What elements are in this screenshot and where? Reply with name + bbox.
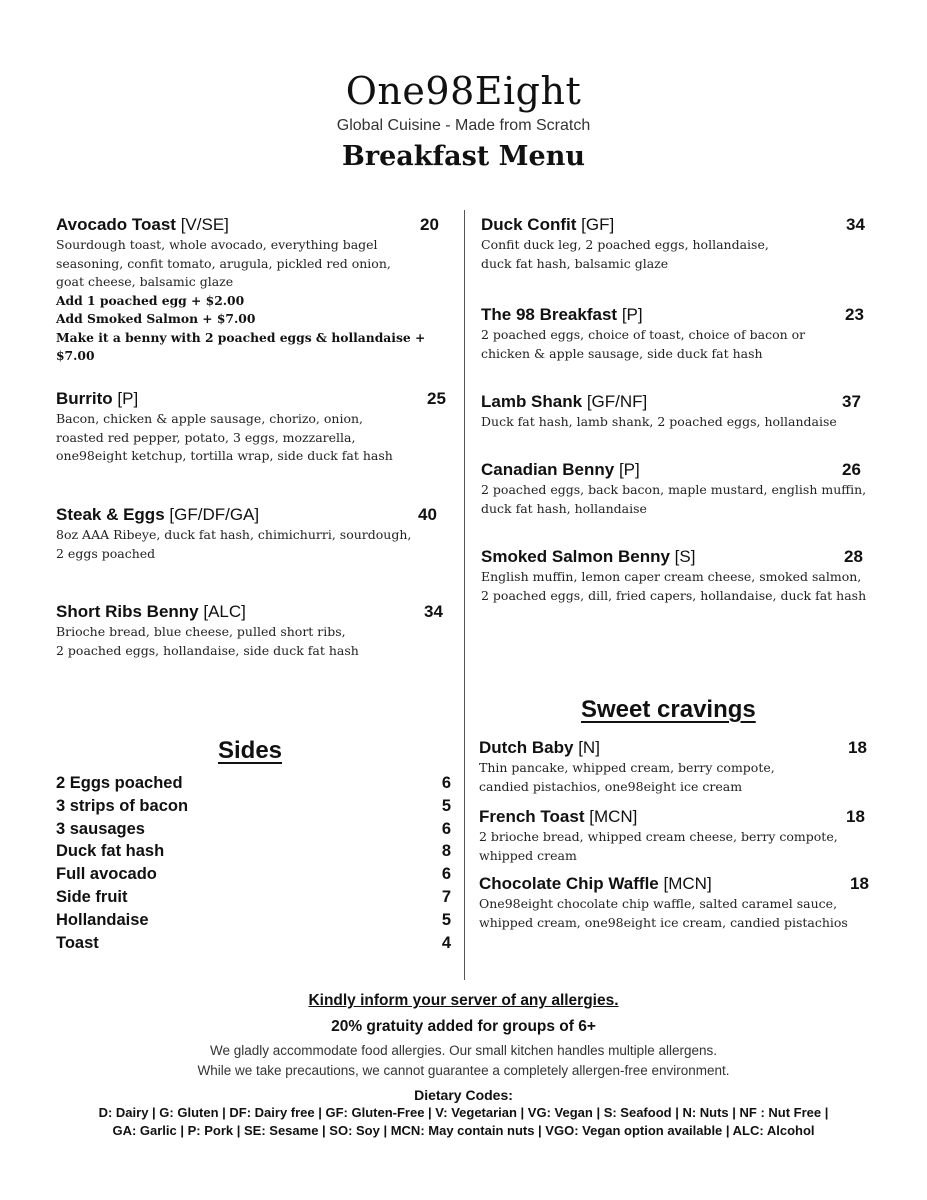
item-description-line: chicken & apple sausage, side duck fat hash (481, 345, 763, 361)
menu-item-canadian-benny (481, 459, 876, 518)
menu-item-steak-eggs (56, 504, 451, 563)
side-item-name: 3 sausages (56, 819, 145, 838)
item-description-line: 2 poached eggs, choice of toast, choice of bacon or (481, 327, 806, 342)
gratuity-notice: 20% gratuity added for groups of 6+ (331, 1018, 596, 1035)
allergy-note-line: While we take precautions, we cannot guarantee a completely allergen-free environment. (197, 1063, 730, 1078)
item-price: 18 (846, 807, 865, 826)
sides-list (56, 772, 451, 954)
item-description-line: Duck fat hash, lamb shank, 2 poached eggs, hollandaise (481, 414, 837, 429)
restaurant-tagline: Global Cuisine - Made from Scratch (336, 117, 591, 134)
item-price: 18 (848, 738, 867, 757)
item-name: The 98 Breakfast (481, 305, 618, 324)
item-description-line: Bacon, chicken & apple sausage, chorizo, onion, (56, 411, 363, 426)
menu-item-chocolate-chip-waffle (479, 873, 879, 932)
dietary-codes-line: D: Dairy | G: Gluten | DF: Dairy free | GF: Gluten-Free | V: Vegetarian | VG: Vegan | S: Seafood | N: Nuts | NF : Nut Free | (98, 1105, 829, 1120)
item-price: 28 (844, 547, 863, 566)
side-item (56, 772, 451, 795)
item-name: Dutch Baby (479, 738, 574, 757)
item-price: 34 (846, 215, 865, 234)
item-price: 18 (850, 874, 869, 893)
item-price: 25 (427, 389, 446, 408)
side-item-name: Duck fat hash (56, 842, 165, 861)
item-name: Lamb Shank (481, 392, 583, 411)
item-description-line: whipped cream, one98eight ice cream, candied pistachios (479, 914, 848, 930)
side-item-price: 4 (441, 933, 451, 952)
item-description-line: seasoning, confit tomato, arugula, pickled red onion, (56, 255, 391, 271)
menu-item-the-98-breakfast (481, 304, 876, 363)
item-diet-tag: [P] (618, 460, 640, 479)
item-name: Burrito (56, 389, 113, 408)
menu-item-lamb-shank (481, 391, 876, 432)
item-diet-tag: [MCN] (589, 807, 638, 826)
item-description-line: 2 eggs poached (56, 545, 156, 561)
menu-header (0, 68, 927, 174)
side-item (56, 840, 451, 863)
item-diet-tag: [GF] (581, 215, 615, 234)
side-item-price: 5 (441, 796, 451, 815)
sweet-cravings-title: Sweet cravings (581, 696, 756, 723)
menu-item-french-toast (479, 806, 874, 865)
item-description-line: 2 brioche bread, whipped cream cheese, berry compote, (479, 829, 838, 844)
item-diet-tag: [MCN] (663, 874, 712, 893)
item-name: Smoked Salmon Benny (481, 547, 670, 566)
item-diet-tag: [GF/NF] (586, 392, 648, 411)
menu-item-short-ribs-benny (56, 601, 451, 660)
side-item (56, 818, 451, 841)
side-item (56, 886, 451, 909)
item-description-line: duck fat hash, hollandaise (481, 500, 647, 516)
item-description-line: Sourdough toast, whole avocado, everything bagel (56, 237, 378, 252)
menu-item-avocado-toast (56, 214, 446, 366)
item-description-line: 2 poached eggs, hollandaise, side duck fat hash (56, 642, 359, 658)
item-description-line: Confit duck leg, 2 poached eggs, hollandaise, (481, 237, 769, 252)
item-description-line: 2 poached eggs, dill, fried capers, hollandaise, duck fat hash (481, 587, 867, 603)
side-item-name: 3 strips of bacon (56, 796, 189, 815)
side-item (56, 909, 451, 932)
item-name: Canadian Benny (481, 460, 615, 479)
item-name: Avocado Toast (56, 215, 176, 234)
item-description-line: One98eight chocolate chip waffle, salted caramel sauce, (479, 896, 838, 911)
menu-item-dutch-baby (479, 737, 874, 796)
item-description-line: whipped cream (479, 847, 577, 863)
item-diet-tag: [P] (621, 305, 643, 324)
item-description-line: Brioche bread, blue cheese, pulled short ribs, (56, 624, 346, 639)
side-item-name: 2 Eggs poached (56, 774, 183, 792)
column-divider (464, 210, 465, 980)
item-description-line: roasted red pepper, potato, 3 eggs, mozzarella, (56, 429, 356, 445)
side-item-name: Full avocado (56, 865, 157, 884)
item-diet-tag: [V/SE] (180, 215, 229, 234)
menu-footer (0, 990, 927, 1140)
item-name: Chocolate Chip Waffle (479, 874, 659, 893)
menu-item-burrito (56, 388, 451, 466)
item-description-line: goat cheese, balsamic glaze (56, 274, 234, 289)
item-price: 20 (420, 215, 439, 234)
menu-item-duck-confit (481, 214, 876, 273)
side-item-price: 5 (441, 910, 451, 929)
side-item-price: 6 (441, 819, 451, 838)
item-diet-tag: [GF/DF/GA] (169, 505, 260, 524)
item-description-line: duck fat hash, balsamic glaze (481, 255, 669, 271)
item-name: Duck Confit (481, 215, 577, 234)
side-item-name: Hollandaise (56, 910, 149, 929)
item-description-line: English muffin, lemon caper cream cheese, smoked salmon, (481, 569, 862, 584)
side-item-price: 6 (441, 774, 451, 792)
item-addon: Add Smoked Salmon + $7.00 (56, 311, 256, 326)
item-price: 23 (845, 305, 864, 324)
side-item (56, 795, 451, 818)
side-item-price: 8 (441, 842, 451, 861)
sides-title: Sides (218, 737, 283, 764)
side-item-price: 7 (441, 887, 451, 906)
side-item-name: Toast (56, 933, 99, 952)
item-price: 37 (842, 392, 861, 411)
menu-title: Breakfast Menu (342, 141, 585, 172)
restaurant-name: One98Eight (345, 69, 582, 113)
item-description-line: candied pistachios, one98eight ice cream (479, 778, 743, 794)
item-price: 34 (424, 602, 443, 621)
item-description-line: 8oz AAA Ribeye, duck fat hash, chimichurri, sourdough, (56, 527, 412, 542)
item-diet-tag: [ALC] (203, 602, 246, 621)
item-name: Steak & Eggs (56, 505, 165, 524)
item-price: 26 (842, 460, 861, 479)
allergy-notice: Kindly inform your server of any allergies. (308, 992, 619, 1009)
item-price: 40 (418, 505, 437, 524)
menu-item-smoked-salmon-benny (481, 546, 881, 605)
item-addon: Make it a benny with 2 poached eggs & hollandaise + $7.00 (56, 329, 426, 363)
dietary-codes-line: GA: Garlic | P: Pork | SE: Sesame | SO: Soy | MCN: May contain nuts | VGO: Vegan option available | ALC: Alcohol (112, 1123, 815, 1138)
item-description-line: Thin pancake, whipped cream, berry compote, (479, 760, 775, 775)
side-item (56, 932, 451, 955)
item-diet-tag: [N] (578, 738, 600, 757)
side-item (56, 863, 451, 886)
item-diet-tag: [P] (117, 389, 139, 408)
side-item-name: Side fruit (56, 887, 128, 906)
dietary-codes-title: Dietary Codes: (414, 1087, 513, 1103)
item-name: Short Ribs Benny (56, 602, 199, 621)
item-diet-tag: [S] (674, 547, 696, 566)
item-name: French Toast (479, 807, 585, 826)
item-description-line: 2 poached eggs, back bacon, maple mustard, english muffin, (481, 482, 867, 497)
item-addon: Add 1 poached egg + $2.00 (56, 292, 245, 308)
side-item-price: 6 (441, 865, 451, 884)
item-description-line: one98eight ketchup, tortilla wrap, side duck fat hash (56, 448, 393, 463)
allergy-note-line: We gladly accommodate food allergies. Our small kitchen handles multiple allergens. (209, 1043, 717, 1058)
